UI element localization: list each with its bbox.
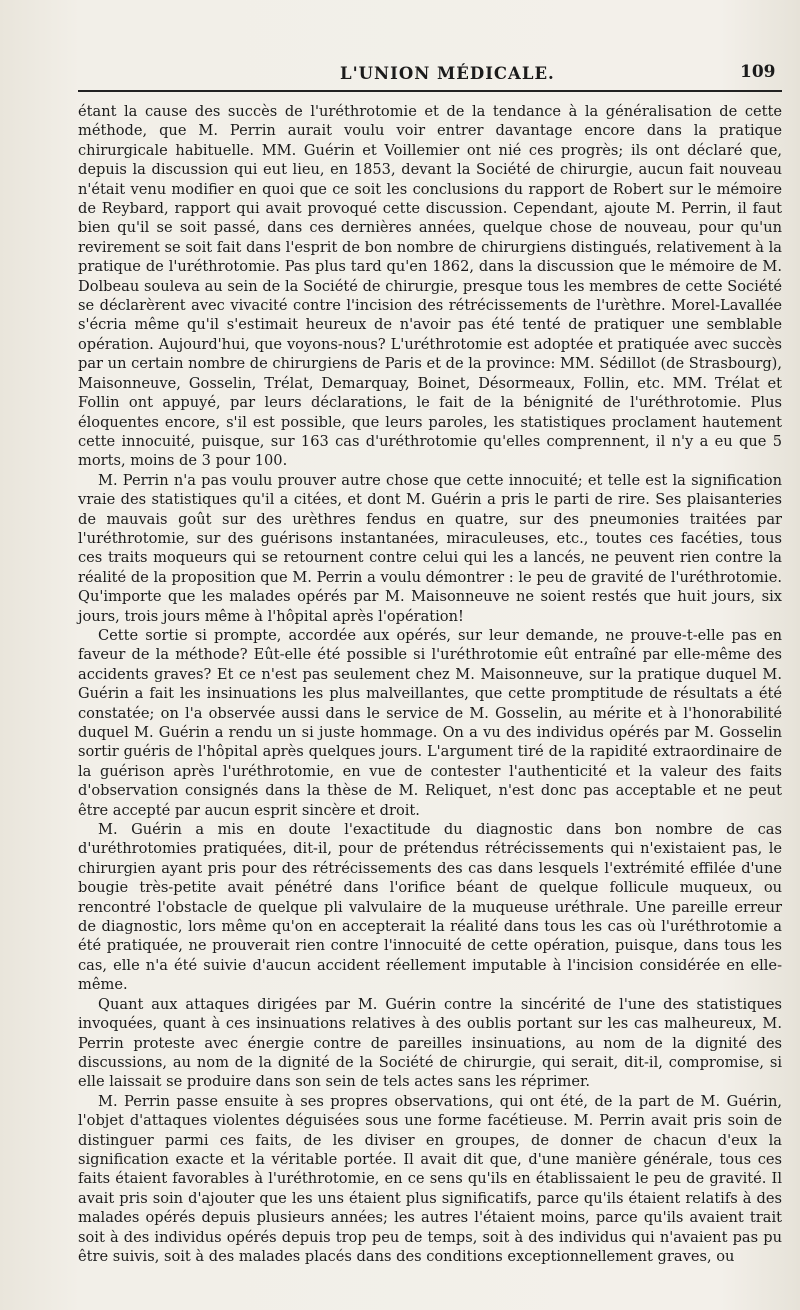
- article-body: [78, 102, 782, 1266]
- journal-title: L'UNION MÉDICALE.: [340, 64, 555, 83]
- header-rule: [78, 90, 782, 92]
- page-number: 109: [740, 62, 776, 82]
- paragraph: M. Guérin a mis en doute l'exactitude du diagnostic dans bon nombre de cas d'uréthrotomies pratiquées, dit-il, pour de prétendus rétrécissements qui n'existaient pas, le chirurgien ayant pris pour des rétrécissements des cas dans lesquels l'extrémité effilée d'une bougie très-petite avait pénétré dans l'orifice béant de quelque follicule muqueux, ou rencontré l'obstacle de quelque pli valvulaire de la muqueuse uréthrale. Une pareille erreur de diagnostic, lors même qu'on en accepterait la réalité dans tous les cas où l'uréthrotomie a été pratiquée, ne prouverait rien contre l'innocuité de cette opération, puisque, dans tous les cas, elle n'a été suivie d'aucun accident réellement imputable à l'incision considérée en elle-même.: [78, 821, 782, 994]
- running-header: [78, 0, 782, 95]
- paragraph: Cette sortie si prompte, accordée aux opérés, sur leur demande, ne prouve-t-elle pas en faveur de la méthode? Eût-elle été possible si l'uréthrotomie eût entraîné par elle-même des accidents graves? Et ce n'est pas seulement chez M. Maisonneuve, sur la pratique duquel M. Guérin a fait les insinuations les plus malveillantes, que cette promptitude de résultats a été constatée; on l'a observée aussi dans le service de M. Gosselin, au mérite et à l'honorabilité duquel M. Guérin a rendu un si juste hommage. On a vu des individus opérés par M. Gosselin sortir guéris de l'hôpital après quelques jours. L'argument tiré de la rapidité extraordinaire de la guérison après l'uréthrotomie, en vue de contester l'authenticité et la valeur des faits d'observation consignés dans la thèse de M. Reliquet, n'est donc pas acceptable et ne peut être accepté par aucun esprit sincère et droit.: [78, 626, 782, 819]
- paragraph: Quant aux attaques dirigées par M. Guérin contre la sincérité de l'une des statistiques invoquées, quant à ces insinuations relatives à des oublis portant sur les cas malheureux, M. Perrin proteste avec énergie contre de pareilles insinuations, au nom de la dignité des discussions, au nom de la dignité de la Société de chirurgie, qui serait, dit-il, compromise, si elle laissait se produire dans son sein de tels actes sans les réprimer.: [78, 995, 782, 1091]
- paragraph: M. Perrin passe ensuite à ses propres observations, qui ont été, de la part de M. Guérin, l'objet d'attaques violentes déguisées sous une forme facétieuse. M. Perrin avait pris soin de distinguer parmi ces faits, de les diviser en groupes, de donner de chacun d'eux la signification exacte et la véritable portée. Il avait dit que, d'une manière générale, tous ces faits étaient favorables à l'uréthrotomie, en ce sens qu'ils en établissaient le peu de gravité. Il avait pris soin d'ajouter que les uns étaient plus significatifs, parce qu'ils étaient relatifs à des malades opérés depuis plusieurs années; les autres l'étaient moins, parce qu'ils avaient trait soit à des individus opérés depuis trop peu de temps, soit à des individus qui n'avaient pas pu être suivis, soit à des malades placés dans des conditions exceptionnellement graves, ou: [78, 1092, 782, 1265]
- paragraph: étant la cause des succès de l'uréthrotomie et de la tendance à la généralisation de cette méthode, que M. Perrin aurait voulu voir entrer davantage encore dans la pratique chirurgicale habituelle. MM. Guérin et Voillemier ont nié ces progrès; ils ont déclaré que, depuis la discussion qui eut lieu, en 1853, devant la Société de chirurgie, aucun fait nouveau n'était venu modifier en quoi que ce soit les conclusions du rapport de Robert sur le mémoire de Reybard, rapport qui avait provoqué cette discussion. Cependant, ajoute M. Perrin, il faut bien qu'il se soit passé, dans ces dernières années, quelque chose de nouveau, pour qu'un revirement se soit fait dans l'esprit de bon nombre de chirurgiens distingués, relativement à la pratique de l'uréthrotomie. Pas plus tard qu'en 1862, dans la discussion que le mémoire de M. Dolbeau souleva au sein de la Société de chirurgie, presque tous les membres de cette Société se déclarèrent avec vivacité contre l'incision des rétrécissements de l'urèthre. Morel-Lavallée s'écria même qu'il s'estimait heureux de n'avoir pas été tenté de pratiquer une semblable opération. Aujourd'hui, que voyons-nous? L'uréthrotomie est adoptée et pratiquée avec succès par un certain nombre de chirurgiens de Paris et de la province: MM. Sédillot (de Strasbourg), Maisonneuve, Gosselin, Trélat, Demarquay, Boinet, Désormeaux, Follin, etc. MM. Trélat et Follin ont appuyé, par leurs déclarations, le fait de la bénignité de l'uréthrotomie. Plus éloquentes encore, s'il est possible, que leurs paroles, les statistiques proclament hautement cette innocuité, puisque, sur 163 cas d'uréthrotomie qu'elles comprennent, il n'y a eu que 5 morts, moins de 3 pour 100.: [78, 103, 782, 470]
- paragraph: M. Perrin n'a pas voulu prouver autre chose que cette innocuité; et telle est la signification vraie des statistiques qu'il a citées, et dont M. Guérin a pris le parti de rire. Ses plaisanteries de mauvais goût sur des urèthres fendus en quatre, sur des pneumonies traitées par l'uréthrotomie, sur des guérisons instantanées, miraculeuses, etc., toutes ces facéties, tous ces traits moqueurs qui se retournent contre celui qui les a lancés, ne peuvent rien contre la réalité de la proposition que M. Perrin a voulu démontrer : le peu de gravité de l'uréthrotomie. Qu'importe que les malades opérés par M. Maisonneuve ne soient restés que huit jours, six jours, trois jours même à l'hôpital après l'opération!: [78, 471, 782, 625]
